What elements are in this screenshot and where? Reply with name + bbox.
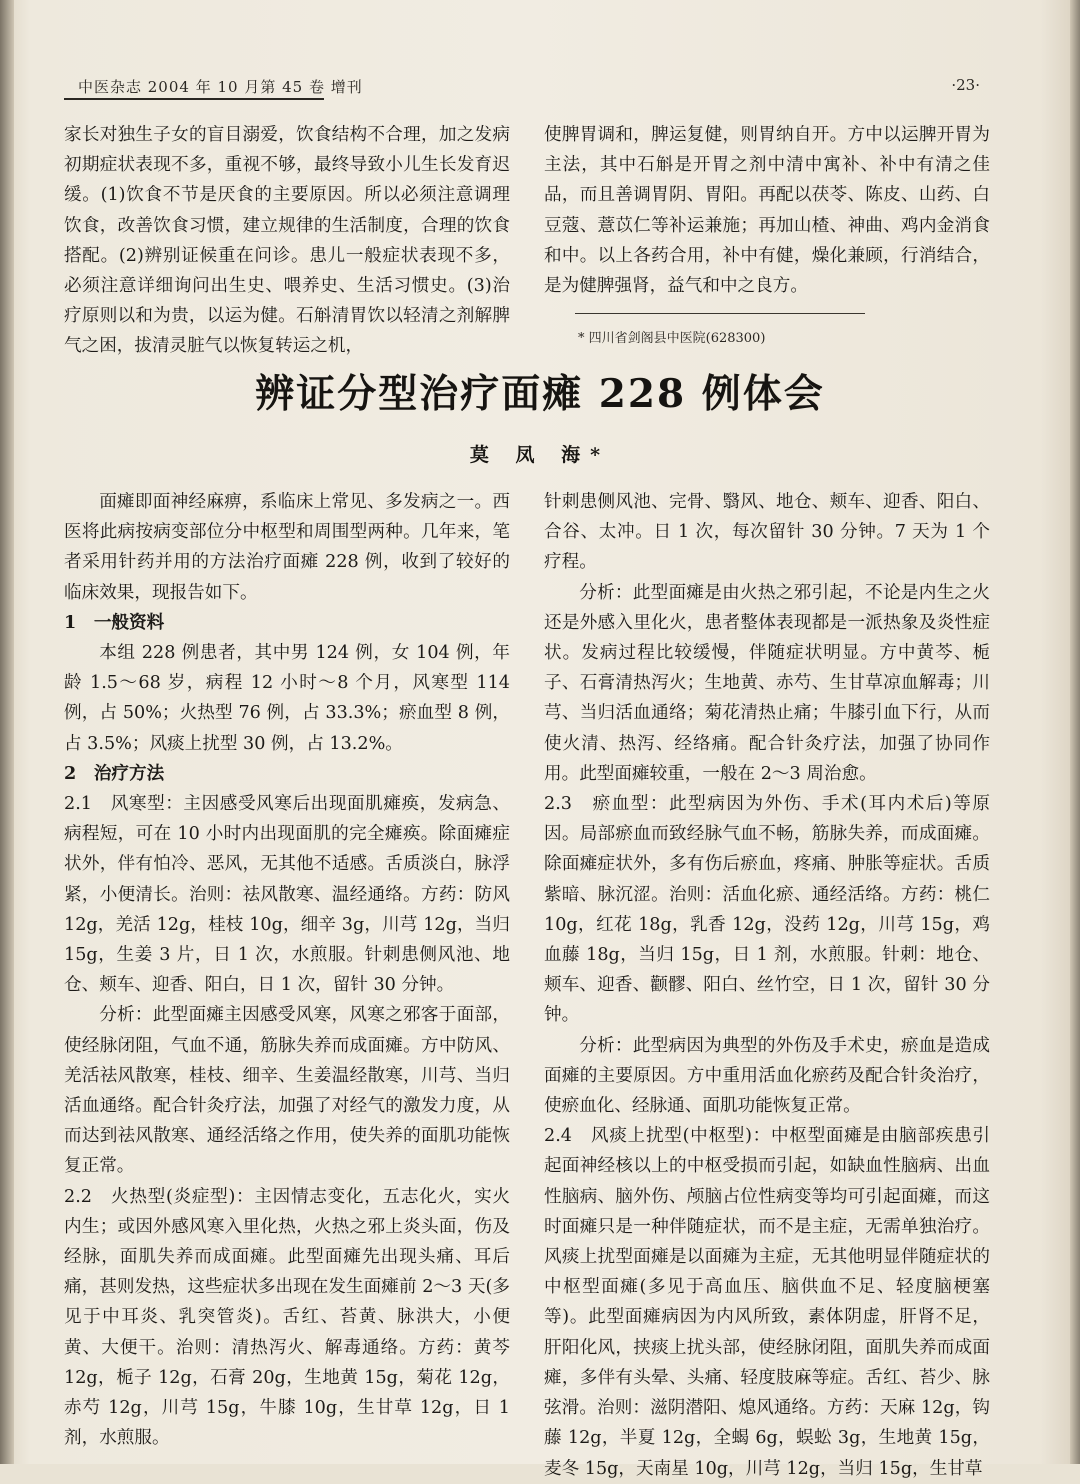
section-heading: 1 一般资料 — [64, 611, 165, 633]
paragraph: 2.1 风寒型：主因感受风寒后出现面肌瘫痪，发病急、病程短，可在 10 小时内出现面肌的完全瘫痪。除面瘫症状外，伴有怕冷、恶风，无其他不适感。舌质淡白，脉浮紧，小便清长。治则：祛风散寒、温经通络。方药：防风 12g，羌活 12g，桂枝 10g，细辛 3g，川芎 12g，当归 15g，生姜 3 片，日 1 次，水煎服。针刺患侧风池、地仓、颊车、迎香、阳白，日 1 次，留针 30 分钟。 — [64, 794, 510, 996]
paragraph: 本组 228 例患者，其中男 124 例，女 104 例，年龄 1.5～68 岁，病程 12 小时～8 个月，风寒型 114 例，占 50%；火热型 76 例，占 33.3%；瘀血型 8 例，占 3.5%；风痰上扰型 30 例，占 13.2%。 — [64, 643, 510, 754]
paragraph: 分析：此型病因为典型的外伤及手术史，瘀血是造成面瘫的主要原因。方中重用活血化瘀药及配合针灸治疗，使瘀血化、经脉通、面肌功能恢复正常。 — [544, 1035, 990, 1117]
paragraph: 面瘫即面神经麻痹，系临床上常见、多发病之一。西医将此病按病变部位分中枢型和周围型两种。几年来，笔者采用针药并用的方法治疗面瘫 228 例，收到了较好的临床效果，现报告如下。 — [64, 492, 510, 603]
paragraph: 针刺患侧风池、完骨、翳风、地仓、颊车、迎香、阳白、合谷、太冲。日 1 次，每次留针 30 分钟。7 天为 1 个疗程。 — [544, 492, 990, 573]
body-right-column — [544, 487, 990, 1484]
paragraph: 2.2 火热型(炎症型)：主因情志变化，五志化火，实火内生；或因外感风寒入里化热，火热之邪上炎头面，伤及经脉，面肌失养而成面瘫。此型面瘫先出现头痛、耳后痛，甚则发热，这些症状多出现在发生面瘫前 2～3 天(多见于中耳炎、乳突管炎)。舌红、苔黄、脉洪大，小便黄、大便干。治则：清热泻火、解毒通络。方药：黄芩 12g，栀子 12g，石膏 20g，生地黄 15g，菊花 12g，赤芍 12g，川芎 15g，牛膝 10g，生甘草 12g，日 1 剂，水煎服。 — [64, 1186, 510, 1449]
running-head-rule — [64, 98, 324, 100]
body-left-column — [64, 487, 510, 1454]
paragraph: 使脾胃调和，脾运复健，则胃纳自开。方中以运脾开胃为主法，其中石斛是开胃之剂中清中寓补、补中有清之佳品，而且善调胃阴、胃阳。再配以茯苓、陈皮、山药、白豆蔻、薏苡仁等补运兼施；再加山楂、神曲、鸡内金消食和中。以上各药合用，补中有健，燥化兼顾，行消结合，是为健脾强肾，益气和中之良方。 — [544, 125, 990, 297]
paragraph: 分析：此型面瘫是由火热之邪引起，不论是内生之火还是外感入里化火，患者整体表现都是一派热象及炎性症状。发病过程比较缓慢，伴随症状明显。方中黄芩、栀子、石膏清热泻火；生地黄、赤芍、生甘草凉血解毒；川芎、当归活血通络；菊花清热止痛；牛膝引血下行，从而使火清、热泻、经络痛。配合针灸疗法，加强了协同作用。此型面瘫较重，一般在 2～3 周治愈。 — [544, 582, 990, 784]
page-number: ·23· — [951, 76, 980, 94]
section-heading: 2 治疗方法 — [64, 762, 165, 784]
paragraph: 2.3 瘀血型：此型病因为外伤、手术(耳内术后)等原因。局部瘀血而致经脉气血不畅，筋脉失养，而成面瘫。除面瘫症状外，多有伤后瘀血，疼痛、肿胀等症状。舌质紫暗、脉沉涩。治则：活血化瘀、通经活络。方药：桃仁 10g，红花 18g，乳香 12g，没药 12g，川芎 15g，鸡血藤 18g，当归 15g，日 1 剂，水煎服。针刺：地仓、颊车、迎香、颧髎、阳白、丝竹空，日 1 次，留针 30 分钟。 — [544, 794, 990, 1026]
footnote-rule — [575, 313, 865, 314]
paragraph: 家长对独生子女的盲目溺爱，饮食结构不合理，加之发病初期症状表现不多，重视不够，最终导致小儿生长发育迟缓。(1)饮食不节是厌食的主要原因。所以必须注意调理饮食，改善饮食习惯，建立规律的生活制度，合理的饮食搭配。(2)辨别证候重在问诊。患儿一般症状表现不多，必须注意详细询问出生史、喂养史、生活习惯史。(3)治疗原则以和为贵，以运为健。石斛清胃饮以轻清之剂解脾气之困，拔清灵脏气以恢复转运之机， — [64, 125, 510, 357]
running-head: 中医杂志 2004 年 10 月第 45 卷 增刊 — [78, 78, 363, 96]
paragraph: 分析：此型面瘫主因感受风寒，风寒之邪客于面部，使经脉闭阻，气血不通，筋脉失养而成面瘫。方中防风、羌活祛风散寒，桂枝、细辛、生姜温经散寒，川芎、当归活血通络。配合针灸疗法，加强了对经气的激发力度，从而达到祛风散寒、通经活络之作用，使失养的面肌功能恢复正常。 — [64, 1005, 510, 1177]
article-title: 辨证分型治疗面瘫 228 例体会 — [255, 371, 825, 417]
paragraph: 2.4 风痰上扰型(中枢型)：中枢型面瘫是由脑部疾患引起面神经核以上的中枢受损而引起，如缺血性脑病、出血性脑病、脑外伤、颅脑占位性病变等均可引起面瘫，而这时面瘫只是一种伴随症状，而不是主症，无需单独治疗。风痰上扰型面瘫是以面瘫为主症，无其他明显伴随症状的中枢型面瘫(多见于高血压、脑供血不足、轻度脑梗塞等)。此型面瘫病因为内风所致，素体阴虚，肝肾不足，肝阳化风，挟痰上扰头部，使经脉闭阻，面肌失养而成面瘫，多伴有头晕、头痛、轻度肢麻等症。舌红、苔少、脉弦滑。治则：滋阴潜阳、熄风通络。方药：天麻 12g，钩藤 12g，半夏 12g，全蝎 6g，蜈蚣 3g，生地黄 15g，麦冬 15g，天南星 10g，川芎 12g，当归 15g，生甘草 — [544, 1126, 990, 1479]
author-affiliation-footnote: * 四川省剑阁县中医院(628300) — [578, 331, 766, 346]
top-right-column — [544, 120, 990, 301]
author-name: 莫 凤 海* — [469, 444, 611, 466]
top-left-column — [64, 120, 510, 362]
